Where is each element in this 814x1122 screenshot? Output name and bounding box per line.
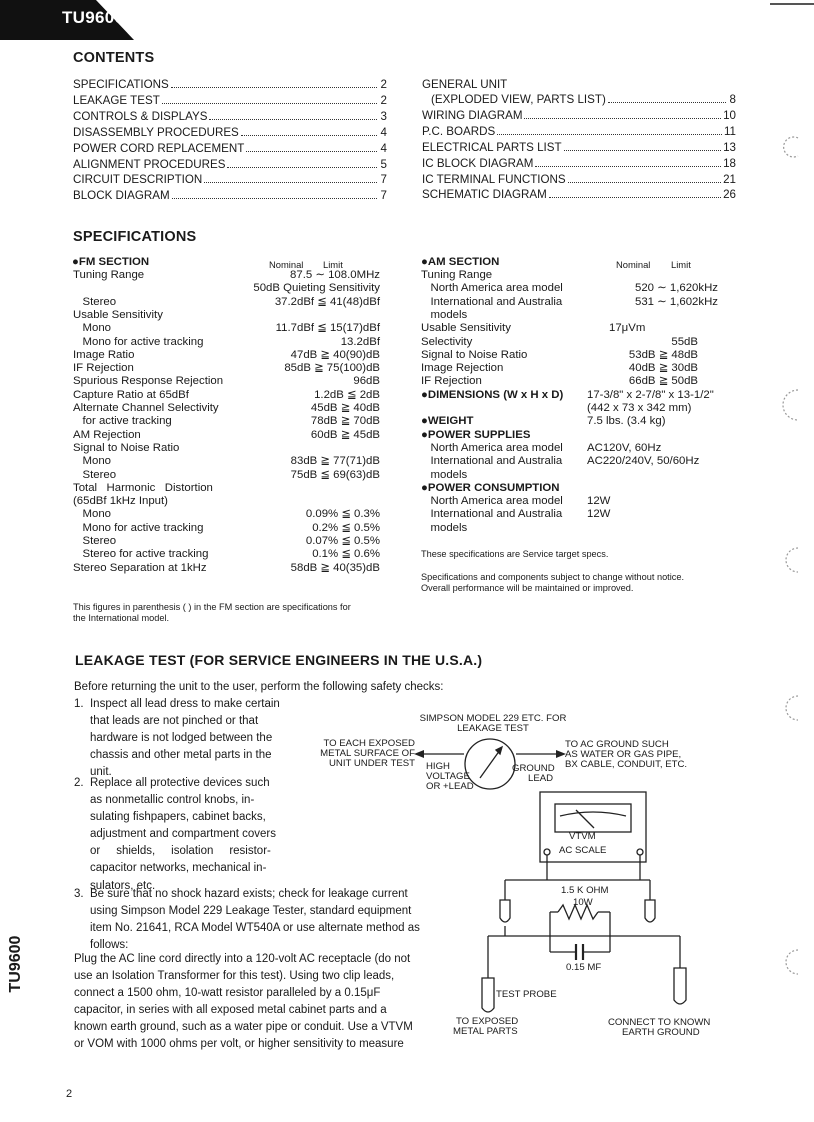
spec-value: 85dB ≧ 75(100)dB: [284, 362, 380, 375]
diagram-resistor-1: 1.5 K OHM: [561, 885, 609, 896]
toc-item[interactable]: [422, 156, 736, 171]
toc-item-page: 7: [380, 189, 387, 203]
text-line: or shields, isolation resistor-: [90, 845, 271, 858]
leakage-step-2: [74, 775, 294, 895]
toc-item[interactable]: [73, 77, 387, 92]
spec-value: 87.5 ∼ 108.0MHz: [290, 269, 380, 281]
toc-item[interactable]: [73, 93, 387, 108]
earth-ground-clip-icon: [674, 968, 686, 1004]
toc-item-label: WIRING DIAGRAM: [422, 108, 523, 122]
toc-item-page: 26: [723, 188, 736, 202]
spec-label: North America area model: [421, 282, 563, 295]
diagram-connect-2: EARTH GROUND: [622, 1027, 700, 1038]
spec-value: 531 ∼ 1,602kHz: [635, 295, 718, 308]
spec-label: Stereo: [73, 295, 117, 308]
text-line: 3. Be sure that no shock hazard exists; check for leakage current: [74, 888, 408, 900]
spec-label: Spurious Response Rejection: [73, 375, 224, 388]
spec-value: 75dB ≦ 69(63)dB: [290, 468, 380, 481]
toc-item-label: SPECIFICATIONS: [73, 78, 169, 91]
text-line: chassis and other metal parts in the: [90, 749, 272, 762]
diagram-exposed-1: TO EXPOSED: [456, 1016, 519, 1027]
diagram-ground-1: GROUND: [512, 763, 555, 774]
toc-item-page: 4: [380, 141, 387, 155]
spec-value: 40dB ≧ 30dB: [628, 362, 698, 375]
spec-label: North America area model: [421, 441, 563, 454]
toc-item-page: 3: [380, 109, 387, 123]
spec-label: Alternate Channel Selectivity: [73, 402, 219, 414]
spec-value: 78dB ≧ 70dB: [310, 415, 380, 428]
toc-item-page: 18: [723, 156, 736, 170]
toc-item[interactable]: [73, 172, 387, 187]
binder-holes: [776, 136, 806, 976]
toc-leader-dots: [524, 108, 721, 119]
specifications-title: SPECIFICATIONS: [73, 229, 197, 245]
leakage-paragraph: [74, 951, 440, 1054]
text-line: sulating fishpapers, cabinet backs,: [90, 811, 266, 824]
spec-value: 1.2dB ≦ 2dB: [314, 388, 380, 401]
toc-item[interactable]: [422, 108, 736, 123]
toc-item-page: 13: [723, 140, 736, 154]
diagram-right-1: TO AC GROUND SUCH: [565, 739, 669, 750]
spec-label: AM Rejection: [73, 428, 141, 441]
diagram-high-2: VOLTAGE: [426, 771, 470, 782]
toc-item[interactable]: [73, 125, 387, 140]
toc-item[interactable]: [73, 188, 387, 203]
spec-value: 17-3/8" x 2-7/8" x 13-1/2": [587, 388, 714, 401]
text-line: sulators, etc.: [90, 879, 156, 892]
spec-value: 0.07% ≦ 0.5%: [305, 535, 380, 547]
leakage-title: LEAKAGE TEST (FOR SERVICE ENGINEERS IN THE U.S.A.): [75, 652, 483, 668]
spec-value: 520 ∼ 1,620kHz: [635, 282, 718, 295]
toc-leader-dots: [204, 172, 377, 183]
diagram-vtvm: VTVM: [569, 831, 596, 842]
spec-label: Signal to Noise Ratio: [73, 441, 180, 454]
spec-label: Mono for active tracking: [73, 335, 204, 348]
diagram-left-1: TO EACH EXPOSED: [323, 738, 415, 749]
spec-label: ●DIMENSIONS (W x H x D): [421, 388, 564, 401]
toc-item[interactable]: [422, 187, 736, 202]
spec-label: Stereo for active tracking: [73, 548, 209, 561]
side-model-label: TU9600: [7, 935, 24, 993]
toc-leader-dots: [497, 124, 722, 135]
service-target-note: These specifications are Service target specs.: [421, 549, 609, 559]
am-section-heading: ●AM SECTION: [421, 256, 500, 268]
text-line: adjustment and compartment covers: [90, 828, 277, 841]
spec-label: International and Australia: [421, 295, 563, 308]
text-line: capacitor networks, mechanical in-: [90, 862, 267, 875]
toc-general-unit[interactable]: GENERAL UNIT: [422, 78, 508, 91]
toc-item[interactable]: [422, 92, 736, 107]
leakage-intro: Before returning the unit to the user, perform the following safety checks:: [74, 681, 444, 693]
toc-leader-dots: [246, 141, 377, 152]
toc-item-page: 4: [380, 125, 387, 139]
toc-item-label: DISASSEMBLY PROCEDURES: [73, 125, 239, 139]
spec-label: models: [421, 308, 468, 321]
spec-value: 17μVm: [609, 322, 646, 335]
diagram-right-3: BX CABLE, CONDUIT, ETC.: [565, 759, 688, 770]
spec-value: 0.1% ≦ 0.6%: [312, 548, 380, 561]
spec-value: 66dB ≧ 50dB: [628, 375, 698, 388]
toc-item-label: ALIGNMENT PROCEDURES: [73, 157, 226, 171]
test-probe-icon: [482, 978, 494, 1012]
text-line: using Simpson Model 229 Leakage Tester, standard equipment: [90, 905, 412, 918]
spec-value: 0.2% ≦ 0.5%: [312, 521, 380, 534]
spec-label: Image Ratio: [73, 348, 135, 361]
spec-value: 83dB ≧ 77(71)dB: [290, 455, 380, 468]
spec-value: AC220/240V, 50/60Hz: [587, 455, 700, 468]
diagram-test-probe: TEST PROBE: [496, 989, 557, 1000]
text-line: use an Isolation Transformer for this test). Using two clip leads,: [74, 970, 395, 983]
diagram-capacitor: 0.15 MF: [566, 962, 602, 973]
spec-value: 11.7dBf ≦ 15(17)dBf: [275, 322, 380, 335]
fm-parenthesis-note-2: the International model.: [73, 613, 170, 623]
spec-value: 37.2dBf ≦ 41(48)dBf: [274, 295, 380, 308]
diagram-left-3: UNIT UNDER TEST: [329, 758, 415, 769]
top-right-rule: [770, 3, 814, 5]
diagram-connect-1: CONNECT TO KNOWN: [608, 1017, 711, 1028]
toc-leader-dots: [564, 140, 721, 151]
text-line: known earth ground, such as a water pipe or conduit. Use a VTVM: [74, 1021, 413, 1034]
spec-value: 50dB Quieting Sensitivity: [253, 282, 380, 295]
spec-label: Mono: [73, 322, 111, 335]
toc-leader-dots: [171, 77, 377, 88]
text-line: connect a 1500 ohm, 10-watt resistor paralleled by a 0.15μF: [74, 987, 381, 1000]
diagram-exposed-2: METAL PARTS: [453, 1026, 518, 1037]
toc-leader-dots: [227, 157, 377, 168]
fm-col-limit: Limit: [323, 259, 343, 270]
spec-value: 7.5 lbs. (3.4 kg): [587, 415, 666, 428]
am-col-limit: Limit: [671, 259, 691, 270]
spec-label: International and Australia: [421, 455, 563, 468]
contents-title: CONTENTS: [73, 50, 155, 66]
change-note-line-1: Specifications and components subject to change without notice.: [421, 572, 685, 582]
diagram-resistor-2: 10W: [573, 897, 593, 908]
spec-value: 96dB: [353, 375, 380, 388]
toc-item-label: P.C. BOARDS: [422, 124, 496, 138]
spec-label: IF Rejection: [421, 375, 482, 388]
leakage-step-1: [74, 696, 294, 781]
diagram-simpson-1: SIMPSON MODEL 229 ETC. FOR: [419, 713, 567, 724]
spec-label: models: [421, 521, 468, 534]
spec-label: Stereo: [73, 535, 117, 547]
toc-item[interactable]: [73, 141, 387, 156]
toc-item-page: 10: [723, 108, 736, 122]
toc-item-label: IC BLOCK DIAGRAM: [422, 156, 534, 170]
fm-section-heading: ●FM SECTION: [72, 256, 150, 268]
toc-item-page: 2: [380, 93, 387, 107]
toc-leader-dots: [535, 156, 721, 167]
toc-item-page: 7: [380, 173, 387, 187]
model-tab-label: TU9600: [62, 8, 125, 27]
page-number: 2: [66, 1088, 73, 1100]
spec-label: ●POWER SUPPLIES: [421, 428, 531, 441]
toc-item-label: (EXPLODED VIEW, PARTS LIST): [431, 93, 606, 106]
diagram-simpson-2: LEAKAGE TEST: [457, 723, 529, 734]
toc-leader-dots: [172, 188, 377, 199]
spec-label: IF Rejection: [73, 362, 134, 375]
spec-label: ●WEIGHT: [421, 415, 474, 428]
spec-label: North America area model: [421, 495, 563, 508]
diagram-left-2: METAL SURFACE OF: [320, 748, 415, 759]
toc-item[interactable]: [73, 157, 387, 172]
toc-item-page: 8: [729, 93, 736, 106]
toc-item[interactable]: [422, 124, 736, 139]
toc-item-page: 21: [723, 172, 736, 186]
diagram-high-3: OR +LEAD: [426, 781, 474, 792]
spec-value: 55dB: [671, 335, 698, 348]
spec-label: Total Harmonic Distortion: [73, 481, 213, 494]
spec-label: (65dBf 1kHz Input): [73, 495, 168, 508]
toc-leader-dots: [162, 93, 377, 104]
toc-leader-dots: [568, 172, 721, 183]
spec-value: 0.09% ≦ 0.3%: [305, 508, 380, 521]
spec-label: Tuning Range: [421, 269, 493, 281]
spec-label: Selectivity: [421, 335, 473, 348]
diagram-high-1: HIGH: [426, 761, 450, 772]
spec-label: Mono: [73, 455, 111, 468]
toc-item-page: 11: [723, 124, 736, 138]
spec-value: 12W: [587, 508, 611, 521]
fm-parenthesis-note-1: This figures in parenthesis ( ) in the FM section are specifications for: [73, 602, 351, 612]
spec-value: (442 x 73 x 342 mm): [587, 402, 692, 414]
spec-label: Mono: [73, 508, 111, 521]
text-line: hardware is not lodged between the: [90, 732, 273, 745]
spec-value: 12W: [587, 495, 611, 508]
text-line: 2. Replace all protective devices such: [74, 777, 270, 789]
toc-item-label: CONTROLS & DISPLAYS: [73, 109, 208, 123]
spec-label: Mono for active tracking: [73, 521, 204, 534]
toc-item-label: IC TERMINAL FUNCTIONS: [422, 172, 566, 186]
toc-item-label: BLOCK DIAGRAM: [73, 189, 170, 203]
spec-label: models: [421, 468, 468, 481]
toc-leader-dots: [608, 92, 726, 103]
toc-item-label: CIRCUIT DESCRIPTION: [73, 173, 203, 187]
leakage-step-3: [74, 886, 440, 954]
toc-item-page: 2: [380, 78, 387, 91]
toc-item-page: 5: [380, 157, 387, 171]
toc-item-label: POWER CORD REPLACEMENT: [73, 141, 245, 155]
toc-item-label: LEAKAGE TEST: [73, 93, 160, 107]
spec-label: International and Australia: [421, 508, 563, 521]
spec-value: 60dB ≧ 45dB: [310, 428, 380, 441]
spec-label: Tuning Range: [73, 269, 145, 281]
diagram-ground-2: LEAD: [528, 773, 554, 784]
toc-leader-dots: [209, 109, 377, 120]
text-line: unit.: [90, 766, 112, 779]
toc-leader-dots: [241, 125, 377, 136]
spec-label: Stereo: [73, 468, 117, 481]
change-note-line-2: Overall performance will be maintained or improved.: [421, 583, 634, 593]
text-line: that leads are not pinched or that: [90, 715, 259, 728]
toc-leader-dots: [549, 187, 721, 198]
spec-label: Image Rejection: [421, 362, 504, 375]
spec-value: AC120V, 60Hz: [587, 441, 662, 454]
toc-item[interactable]: [73, 109, 387, 124]
text-line: 1. Inspect all lead dress to make certain: [74, 698, 280, 710]
toc-item-label: ELECTRICAL PARTS LIST: [422, 140, 562, 154]
spec-label: Signal to Noise Ratio: [421, 348, 528, 361]
text-line: Plug the AC line cord directly into a 120-volt AC receptacle (do not: [74, 953, 411, 965]
spec-value: 47dB ≧ 40(90)dB: [290, 348, 380, 361]
spec-value: 53dB ≧ 48dB: [628, 348, 698, 361]
am-col-nominal: Nominal: [616, 259, 651, 270]
text-line: as nonmetallic control knobs, in-: [90, 794, 255, 807]
toc-item[interactable]: [422, 140, 736, 155]
spec-value: 13.2dBf: [340, 335, 380, 348]
text-line: follows:: [90, 939, 129, 952]
diagram-ac-scale: AC SCALE: [559, 845, 607, 856]
text-line: item No. 21641, RCA Model WT540A or use alternate method as: [90, 922, 420, 935]
spec-label: Capture Ratio at 65dBf: [73, 388, 189, 401]
fm-col-nominal: Nominal: [269, 259, 304, 270]
text-line: capacitor, in series with all exposed metal cabinet parts and a: [74, 1004, 387, 1017]
spec-label: Usable Sensitivity: [421, 322, 511, 335]
spec-label: for active tracking: [73, 415, 172, 428]
spec-value: 58dB ≧ 40(35)dB: [290, 561, 380, 574]
text-line: or VOM with 1000 ohms per volt, or higher sensitivity to measure: [74, 1038, 404, 1051]
diagram-right-2: AS WATER OR GAS PIPE,: [565, 749, 682, 760]
spec-label: ●POWER CONSUMPTION: [421, 481, 560, 494]
toc-item[interactable]: [422, 172, 736, 187]
toc-item-label: SCHEMATIC DIAGRAM: [422, 188, 547, 202]
spec-value: 45dB ≧ 40dB: [310, 402, 380, 414]
spec-label: Usable Sensitivity: [73, 308, 163, 321]
spec-label: Stereo Separation at 1kHz: [73, 561, 207, 574]
